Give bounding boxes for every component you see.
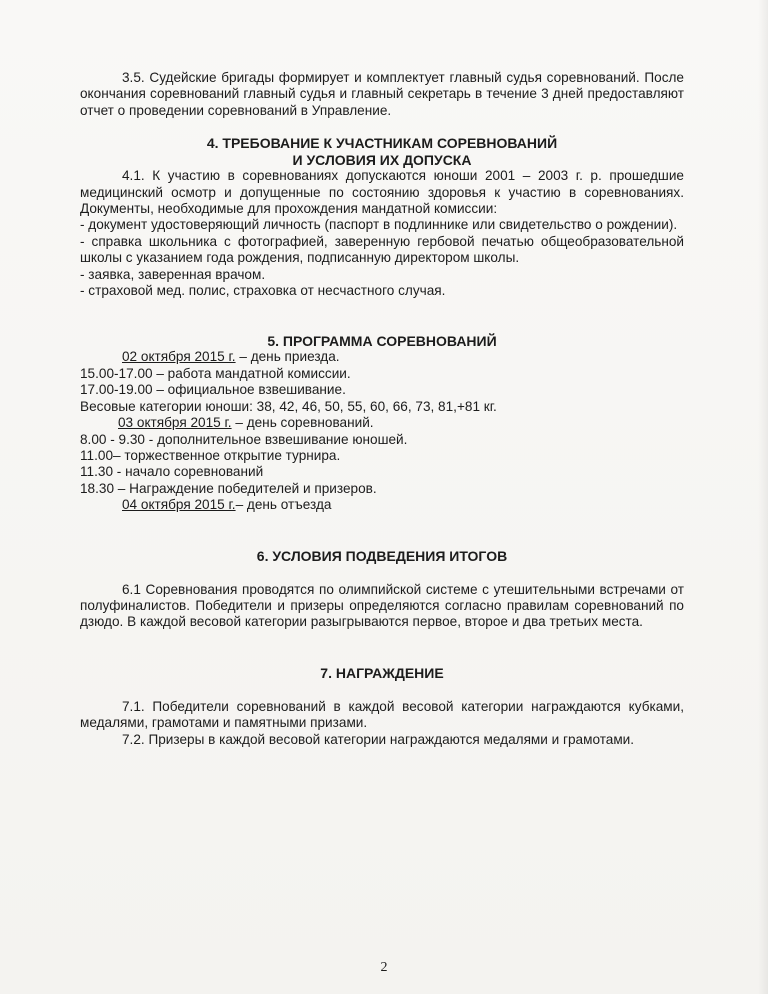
schedule-line: 11.30 - начало соревнований [80, 464, 264, 480]
document-body [80, 70, 684, 748]
schedule-line: 18.30 – Награждение победителей и призеров. [80, 480, 377, 496]
schedule-line: Весовые категории юноши: 38, 42, 46, 50, 55, 60, 66, 73, 81,+81 кг. [80, 398, 497, 414]
schedule-day1-label: – день приезда. [235, 349, 340, 365]
paragraph-3-5: 3.5. Судейские бригады формирует и комплектует главный судья соревнований. После окончания соревнований главный судья и главный секретарь в течение 3 дней предоставляют отчет о проведении соревнований в Управление. [80, 70, 684, 118]
section-5-title: 5. ПРОГРАММА СОРЕВНОВАНИЙ [267, 333, 497, 350]
schedule-day2-label: – день соревнований. [231, 415, 374, 431]
section-7-title: 7. НАГРАЖДЕНИЕ [320, 664, 444, 681]
schedule-day3-heading [80, 497, 684, 513]
schedule-line: 11.00– торжественное открытие турнира. [80, 447, 341, 463]
section-4-title-line1: 4. ТРЕБОВАНИЕ К УЧАСТНИКАМ СОРЕВНОВАНИЙ [206, 135, 558, 152]
requirement-item: - страховой мед. полис, страховка от несчастного случая. [80, 283, 446, 299]
requirement-item: - документ удостоверяющий личность (паспорт в подлиннике или свидетельство о рождении). [80, 217, 678, 233]
paragraph-4-1: 4.1. К участию в соревнованиях допускаются юноши 2001 – 2003 г. р. прошедшие медицинский осмотр и допущенные по состоянию здоровья к участию в соревнованиях. Документы, необходимые для прохождения мандатной комиссии: [80, 168, 684, 217]
paragraph-7-2: 7.2. Призеры в каждой весовой категории награждаются медалями и грамотами. [122, 731, 635, 747]
schedule-day3-date: 04 октября 2015 г. [122, 497, 236, 513]
schedule-day2-date: 03 октября 2015 г. [118, 415, 232, 431]
schedule-line: 15.00-17.00 – работа мандатной комиссии. [80, 365, 351, 381]
scan-edge-shadow [758, 0, 768, 994]
page-number: 2 [380, 960, 388, 975]
schedule-line: 17.00-19.00 – официальное взвешивание. [80, 382, 346, 398]
requirement-item: - заявка, заверенная врачом. [80, 266, 266, 282]
section-4-title-line2: И УСЛОВИЯ ИХ ДОПУСКА [292, 152, 472, 169]
schedule-line: 8.00 - 9.30 - дополнительное взвешивание юношей. [80, 431, 408, 447]
section-6-title: 6. УСЛОВИЯ ПОДВЕДЕНИЯ ИТОГОВ [256, 547, 508, 564]
schedule-day1-heading [80, 349, 684, 365]
paragraph-6-1: 6.1 Соревнования проводятся по олимпийской системе с утешительными встречами от полуфиналистов. Победители и призеры определяются согласно правилам соревнований по дзюдо. В каждой весовой категории разыгрываются первое, второе и два третьих места. [80, 581, 684, 630]
paragraph-7-1: 7.1. Победители соревнований в каждой весовой категории награждаются кубками, медалями, грамотами и памятными призами. [80, 698, 684, 731]
schedule-day2-heading [80, 415, 684, 431]
requirement-item: - справка школьника с фотографией, заверенную гербовой печатью общеобразовательной школы с указанием года рождения, подписанную директором школы. [80, 233, 684, 266]
schedule-day3-label: – день отъезда [235, 497, 332, 513]
schedule-day1-date: 02 октября 2015 г. [122, 349, 236, 365]
